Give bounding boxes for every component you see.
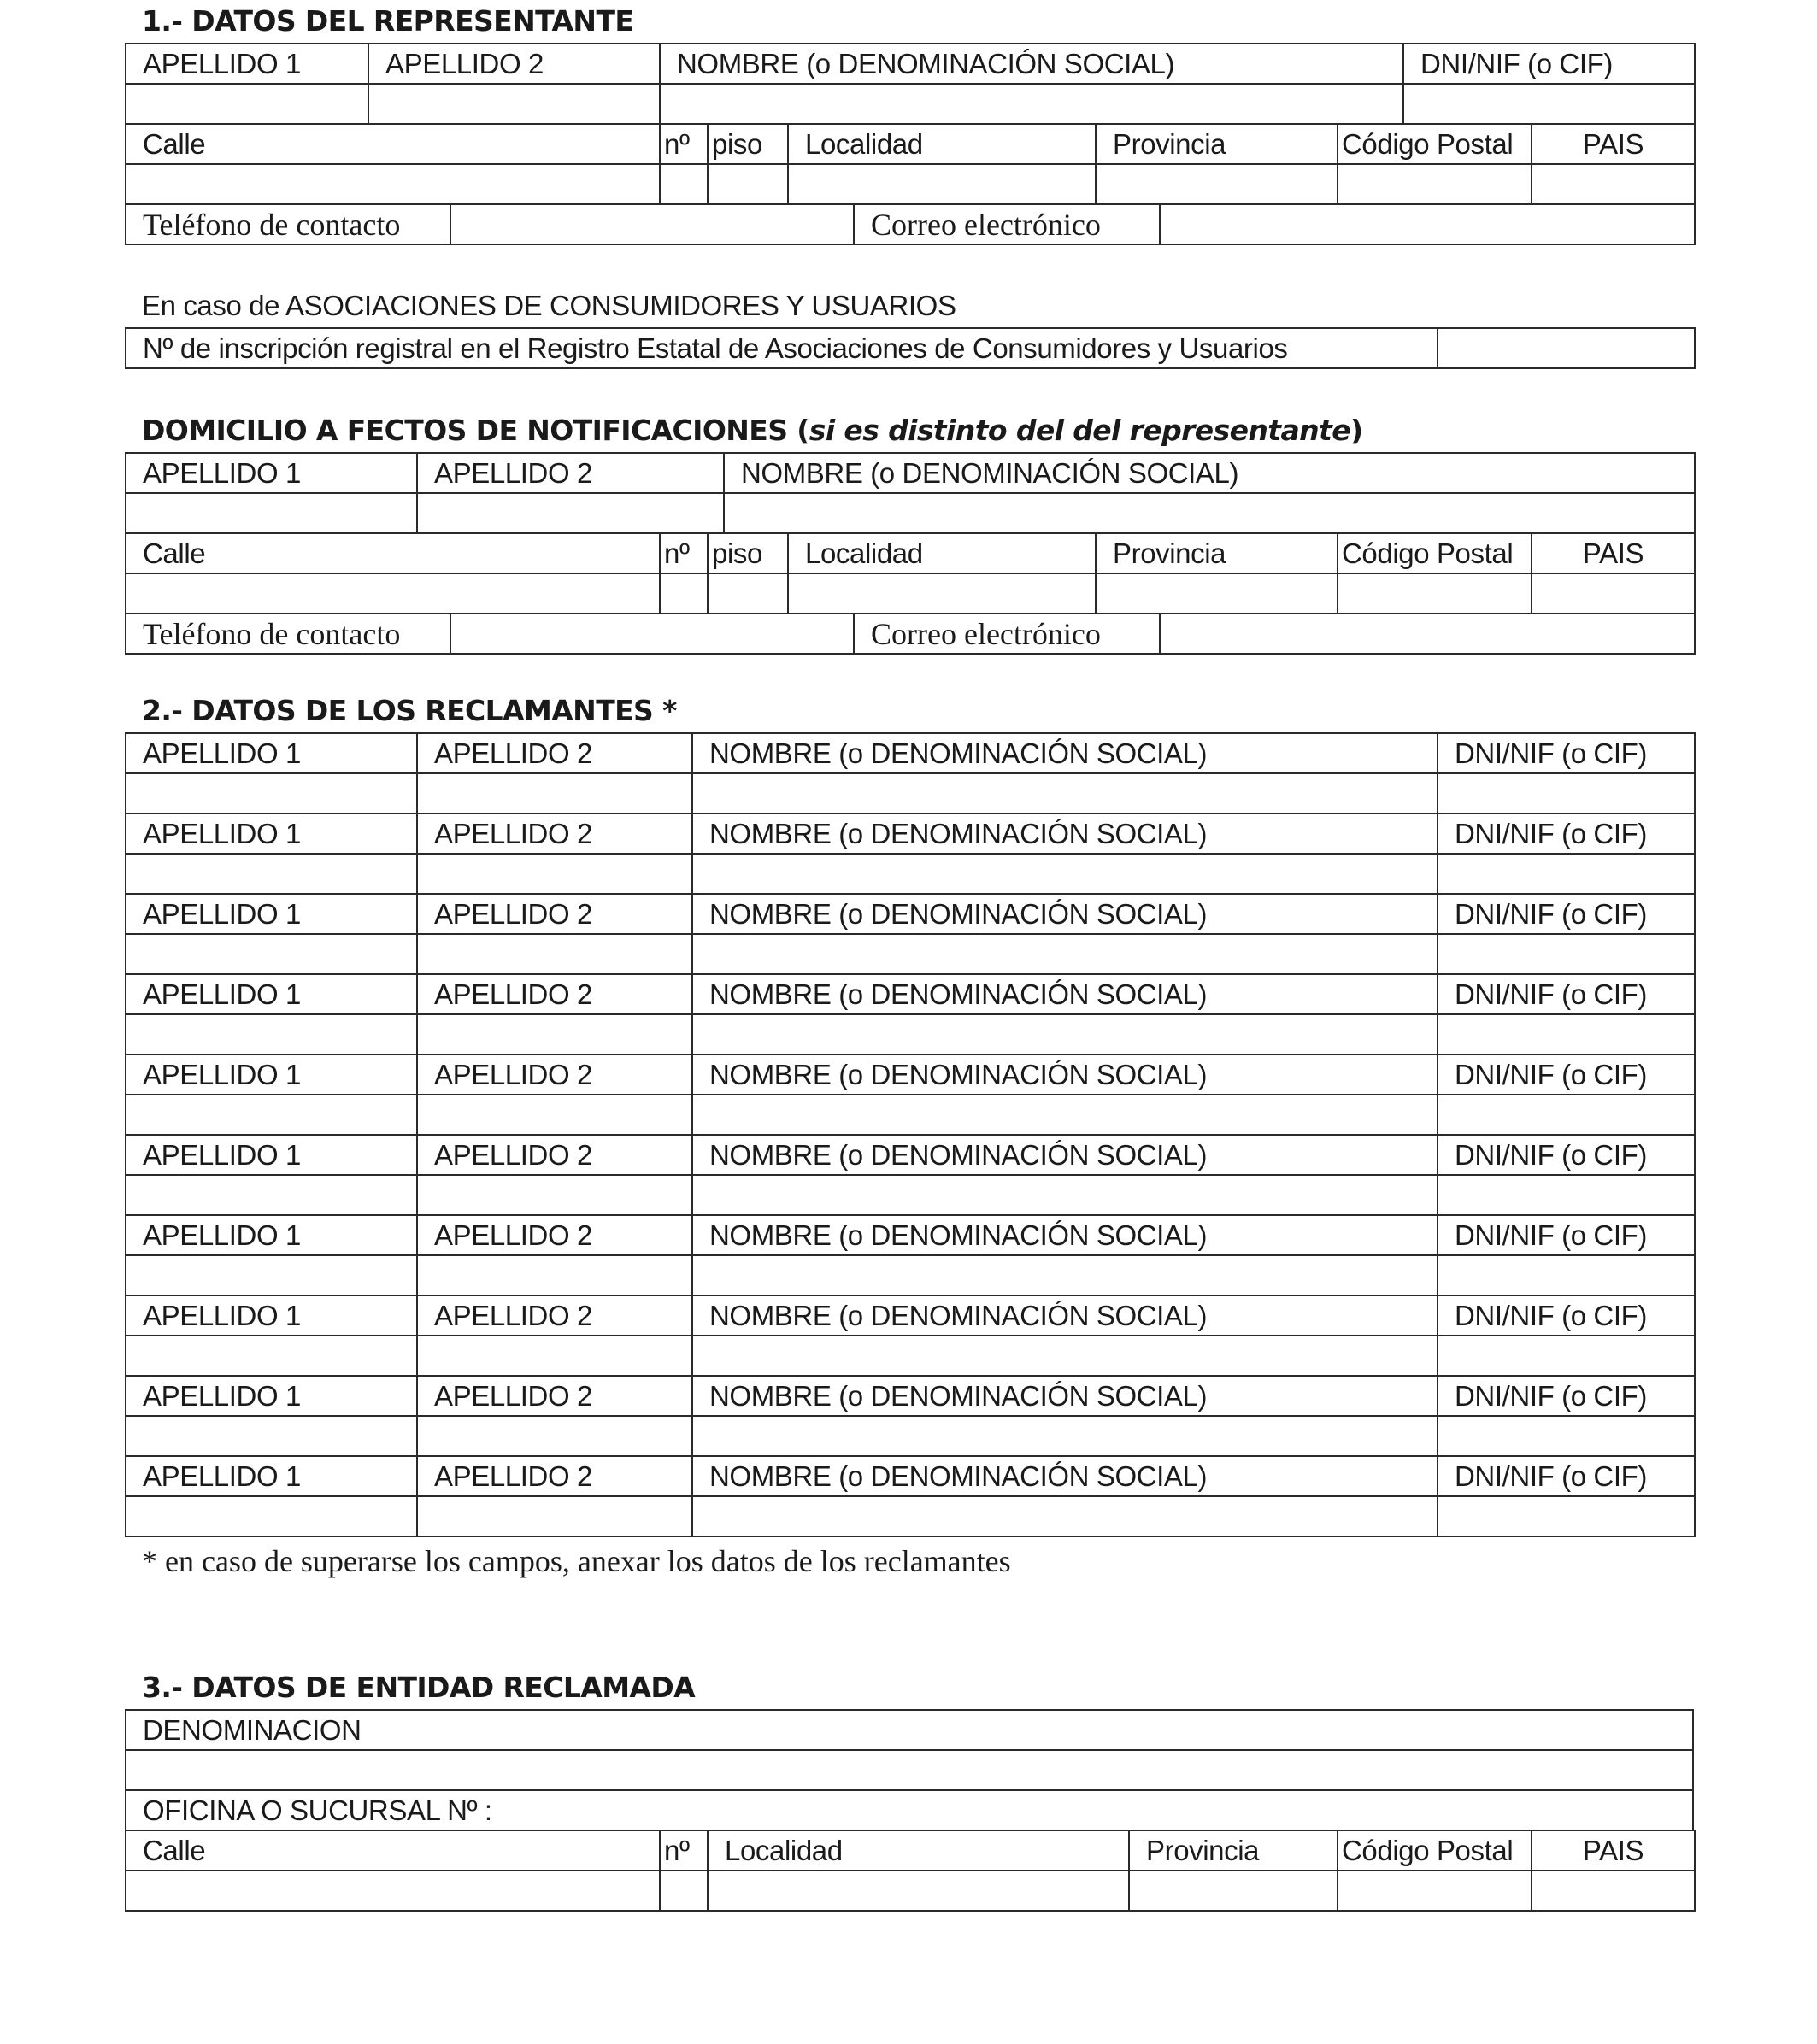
claimant-surname2-field[interactable] bbox=[417, 1416, 692, 1456]
claimant-surname1-field[interactable] bbox=[126, 1014, 417, 1054]
surname1-label: APELLIDO 1 bbox=[126, 453, 417, 493]
claimant-name-label: NOMBRE (o DENOMINACIÓN SOCIAL) bbox=[692, 894, 1438, 934]
id-label: DNI/NIF (o CIF) bbox=[1403, 44, 1695, 84]
street-field[interactable] bbox=[126, 164, 660, 204]
claimant-name-label: NOMBRE (o DENOMINACIÓN SOCIAL) bbox=[692, 1295, 1438, 1336]
surname1-field[interactable] bbox=[126, 84, 368, 124]
input-row bbox=[126, 164, 1695, 204]
locality-field[interactable] bbox=[788, 573, 1096, 614]
claimant-surname1-label: APELLIDO 1 bbox=[126, 813, 417, 854]
input-row bbox=[126, 84, 1695, 124]
number-label: nº bbox=[660, 124, 708, 164]
complaint-form bbox=[125, 0, 1694, 1912]
number-field[interactable] bbox=[660, 573, 708, 614]
floor-label: piso bbox=[708, 124, 788, 164]
locality-label: Localidad bbox=[708, 1830, 1129, 1871]
table-header-row bbox=[126, 124, 1695, 164]
input-row bbox=[126, 1871, 1695, 1911]
claimant-id-label: DNI/NIF (o CIF) bbox=[1438, 733, 1695, 773]
claimant-surname2-label: APELLIDO 2 bbox=[417, 1376, 692, 1416]
surname1-field[interactable] bbox=[126, 493, 417, 533]
entity-table bbox=[125, 1709, 1694, 1831]
claimant-name-label: NOMBRE (o DENOMINACIÓN SOCIAL) bbox=[692, 813, 1438, 854]
claimant-surname2-field[interactable] bbox=[417, 854, 692, 894]
number-field[interactable] bbox=[660, 164, 708, 204]
street-label: Calle bbox=[126, 124, 660, 164]
claimant-header-row bbox=[126, 894, 1695, 934]
street-field[interactable] bbox=[126, 573, 660, 614]
country-field[interactable] bbox=[1532, 573, 1695, 614]
number-field[interactable] bbox=[660, 1871, 708, 1911]
claimant-input-row bbox=[126, 934, 1695, 974]
claimant-surname2-field[interactable] bbox=[417, 1255, 692, 1295]
claimant-surname2-field[interactable] bbox=[417, 773, 692, 813]
notifications-name-table bbox=[125, 452, 1696, 534]
phone-label: Teléfono de contacto bbox=[126, 614, 450, 654]
claimant-surname1-field[interactable] bbox=[126, 1496, 417, 1536]
locality-field[interactable] bbox=[708, 1871, 1129, 1911]
claimant-surname1-field[interactable] bbox=[126, 1095, 417, 1135]
claimant-surname1-field[interactable] bbox=[126, 934, 417, 974]
surname2-field[interactable] bbox=[368, 84, 660, 124]
claimant-surname2-field[interactable] bbox=[417, 1095, 692, 1135]
postal-code-label: Código Postal bbox=[1338, 1830, 1532, 1871]
claimant-surname2-label: APELLIDO 2 bbox=[417, 733, 692, 773]
claimant-surname1-label: APELLIDO 1 bbox=[126, 733, 417, 773]
claimant-surname1-label: APELLIDO 1 bbox=[126, 1054, 417, 1095]
claimant-input-row bbox=[126, 1336, 1695, 1376]
claimant-surname1-label: APELLIDO 1 bbox=[126, 1456, 417, 1496]
province-label: Provincia bbox=[1096, 124, 1338, 164]
number-label: nº bbox=[660, 1830, 708, 1871]
claimant-name-label: NOMBRE (o DENOMINACIÓN SOCIAL) bbox=[692, 974, 1438, 1014]
surname2-label: APELLIDO 2 bbox=[368, 44, 660, 84]
id-field[interactable] bbox=[1403, 84, 1695, 124]
entity-address-table bbox=[125, 1830, 1696, 1912]
surname1-label: APELLIDO 1 bbox=[126, 44, 368, 84]
claimants-footnote: * en caso de superarse los campos, anexar los datos de los reclamantes bbox=[142, 1544, 1011, 1578]
claimant-surname2-field[interactable] bbox=[417, 1336, 692, 1376]
registry-field[interactable] bbox=[1438, 328, 1695, 368]
email-label: Correo electrónico bbox=[854, 204, 1160, 244]
claimant-name-field[interactable] bbox=[692, 1255, 1438, 1295]
province-field[interactable] bbox=[1096, 573, 1338, 614]
claimant-header-row bbox=[126, 1456, 1695, 1496]
office-row bbox=[126, 1790, 1693, 1830]
input-row bbox=[126, 1750, 1693, 1790]
claimant-input-row bbox=[126, 1014, 1695, 1054]
postal-code-label: Código Postal bbox=[1338, 533, 1532, 573]
notifications-contact-table bbox=[125, 613, 1696, 655]
claimant-surname2-field[interactable] bbox=[417, 1496, 692, 1536]
claimant-name-label: NOMBRE (o DENOMINACIÓN SOCIAL) bbox=[692, 1215, 1438, 1255]
name-label: NOMBRE (o DENOMINACIÓN SOCIAL) bbox=[660, 44, 1403, 84]
claimant-surname1-field[interactable] bbox=[126, 1175, 417, 1215]
floor-field[interactable] bbox=[708, 164, 788, 204]
claimant-surname2-label: APELLIDO 2 bbox=[417, 1295, 692, 1336]
denomination-row bbox=[126, 1710, 1693, 1750]
floor-label: piso bbox=[708, 533, 788, 573]
claimant-surname1-field[interactable] bbox=[126, 854, 417, 894]
province-field[interactable] bbox=[1096, 164, 1338, 204]
claimant-id-label: DNI/NIF (o CIF) bbox=[1438, 1295, 1695, 1336]
claimant-surname1-label: APELLIDO 1 bbox=[126, 1376, 417, 1416]
denomination-field[interactable] bbox=[126, 1750, 1693, 1790]
claimant-header-row bbox=[126, 1215, 1695, 1255]
claimant-surname1-label: APELLIDO 1 bbox=[126, 894, 417, 934]
phone-label: Teléfono de contacto bbox=[126, 204, 450, 244]
claimant-name-field[interactable] bbox=[692, 1014, 1438, 1054]
claimant-id-label: DNI/NIF (o CIF) bbox=[1438, 894, 1695, 934]
floor-field[interactable] bbox=[708, 573, 788, 614]
claimants-table bbox=[125, 732, 1696, 1537]
claimant-id-label: DNI/NIF (o CIF) bbox=[1438, 1135, 1695, 1175]
notifications-address-table bbox=[125, 532, 1696, 614]
claimant-name-field[interactable] bbox=[692, 1496, 1438, 1536]
claimant-surname1-field[interactable] bbox=[126, 1255, 417, 1295]
street-label: Calle bbox=[126, 1830, 660, 1871]
table-header-row bbox=[126, 453, 1695, 493]
locality-label: Localidad bbox=[788, 533, 1096, 573]
claimant-id-field[interactable] bbox=[1438, 934, 1695, 974]
surname2-field[interactable] bbox=[417, 493, 724, 533]
claimant-id-field[interactable] bbox=[1438, 1175, 1695, 1215]
table-header-row bbox=[126, 1830, 1695, 1871]
registry-label: Nº de inscripción registral en el Registro Estatal de Asociaciones de Consumidores y Usuarios bbox=[126, 328, 1438, 368]
claimant-surname2-label: APELLIDO 2 bbox=[417, 1135, 692, 1175]
number-label: nº bbox=[660, 533, 708, 573]
claimant-header-row bbox=[126, 1295, 1695, 1336]
claimant-input-row bbox=[126, 1496, 1695, 1536]
section3-title: 3.- DATOS DE ENTIDAD RECLAMADA bbox=[142, 1671, 696, 1704]
representative-address-table bbox=[125, 123, 1696, 205]
claimant-id-field[interactable] bbox=[1438, 1336, 1695, 1376]
claimant-id-field[interactable] bbox=[1438, 1496, 1695, 1536]
section1-title: 1.- DATOS DEL REPRESENTANTE bbox=[142, 4, 634, 38]
claimant-header-row bbox=[126, 1054, 1695, 1095]
postal-code-label: Código Postal bbox=[1338, 124, 1532, 164]
phone-field[interactable] bbox=[450, 204, 854, 244]
claimant-name-field[interactable] bbox=[692, 1336, 1438, 1376]
claimant-name-field[interactable] bbox=[692, 854, 1438, 894]
claimant-header-row bbox=[126, 733, 1695, 773]
province-field[interactable] bbox=[1129, 1871, 1338, 1911]
claimant-surname1-label: APELLIDO 1 bbox=[126, 974, 417, 1014]
locality-field[interactable] bbox=[788, 164, 1096, 204]
notifications-title: DOMICILIO A FECTOS DE NOTIFICACIONES (si es distinto del del representante) bbox=[142, 414, 1363, 447]
postal-code-field[interactable] bbox=[1338, 1871, 1532, 1911]
representative-contact-table bbox=[125, 203, 1696, 245]
claimant-name-label: NOMBRE (o DENOMINACIÓN SOCIAL) bbox=[692, 1456, 1438, 1496]
country-field[interactable] bbox=[1532, 1871, 1695, 1911]
country-field[interactable] bbox=[1532, 164, 1695, 204]
claimant-id-label: DNI/NIF (o CIF) bbox=[1438, 1456, 1695, 1496]
registry-row bbox=[126, 328, 1695, 368]
claimant-id-label: DNI/NIF (o CIF) bbox=[1438, 974, 1695, 1014]
claimant-input-row bbox=[126, 1416, 1695, 1456]
claimant-id-field[interactable] bbox=[1438, 773, 1695, 813]
claimant-surname1-field[interactable] bbox=[126, 1336, 417, 1376]
claimant-surname2-label: APELLIDO 2 bbox=[417, 1054, 692, 1095]
associations-table bbox=[125, 327, 1696, 369]
claimant-name-label: NOMBRE (o DENOMINACIÓN SOCIAL) bbox=[692, 733, 1438, 773]
street-label: Calle bbox=[126, 533, 660, 573]
email-field[interactable] bbox=[1160, 614, 1695, 654]
claimant-input-row bbox=[126, 1095, 1695, 1135]
claimant-header-row bbox=[126, 813, 1695, 854]
claimant-id-label: DNI/NIF (o CIF) bbox=[1438, 1376, 1695, 1416]
claimant-surname2-label: APELLIDO 2 bbox=[417, 974, 692, 1014]
province-label: Provincia bbox=[1129, 1830, 1338, 1871]
claimant-id-field[interactable] bbox=[1438, 1095, 1695, 1135]
contact-row bbox=[126, 614, 1695, 654]
claimant-input-row bbox=[126, 854, 1695, 894]
name-label: NOMBRE (o DENOMINACIÓN SOCIAL) bbox=[724, 453, 1695, 493]
claimant-surname1-label: APELLIDO 1 bbox=[126, 1295, 417, 1336]
claimant-id-field[interactable] bbox=[1438, 1416, 1695, 1456]
surname2-label: APELLIDO 2 bbox=[417, 453, 724, 493]
claimant-surname2-label: APELLIDO 2 bbox=[417, 1456, 692, 1496]
table-header-row bbox=[126, 44, 1695, 84]
claimant-id-field[interactable] bbox=[1438, 1255, 1695, 1295]
claimant-surname2-field[interactable] bbox=[417, 1175, 692, 1215]
claimant-id-label: DNI/NIF (o CIF) bbox=[1438, 1215, 1695, 1255]
email-field[interactable] bbox=[1160, 204, 1695, 244]
email-label: Correo electrónico bbox=[854, 614, 1160, 654]
claimant-surname1-label: APELLIDO 1 bbox=[126, 1135, 417, 1175]
claimant-surname1-label: APELLIDO 1 bbox=[126, 1215, 417, 1255]
claimant-name-field[interactable] bbox=[692, 1175, 1438, 1215]
claimant-surname1-field[interactable] bbox=[126, 1416, 417, 1456]
claimant-surname1-field[interactable] bbox=[126, 773, 417, 813]
name-field[interactable] bbox=[660, 84, 1403, 124]
country-label: PAIS bbox=[1532, 1830, 1695, 1871]
contact-row bbox=[126, 204, 1695, 244]
claimant-id-label: DNI/NIF (o CIF) bbox=[1438, 813, 1695, 854]
claimant-name-label: NOMBRE (o DENOMINACIÓN SOCIAL) bbox=[692, 1054, 1438, 1095]
claimant-name-field[interactable] bbox=[692, 1416, 1438, 1456]
section2-title: 2.- DATOS DE LOS RECLAMANTES * bbox=[142, 694, 677, 727]
claimant-input-row bbox=[126, 1255, 1695, 1295]
denomination-label: DENOMINACION bbox=[126, 1710, 1693, 1750]
postal-code-field[interactable] bbox=[1338, 164, 1532, 204]
claimant-header-row bbox=[126, 1376, 1695, 1416]
claimant-surname2-label: APELLIDO 2 bbox=[417, 813, 692, 854]
claimant-header-row bbox=[126, 974, 1695, 1014]
street-field[interactable] bbox=[126, 1871, 660, 1911]
claimant-name-field[interactable] bbox=[692, 934, 1438, 974]
claimant-id-label: DNI/NIF (o CIF) bbox=[1438, 1054, 1695, 1095]
claimant-id-field[interactable] bbox=[1438, 854, 1695, 894]
claimant-surname2-label: APELLIDO 2 bbox=[417, 894, 692, 934]
claimant-name-field[interactable] bbox=[692, 773, 1438, 813]
locality-label: Localidad bbox=[788, 124, 1096, 164]
claimant-name-label: NOMBRE (o DENOMINACIÓN SOCIAL) bbox=[692, 1376, 1438, 1416]
claimant-header-row bbox=[126, 1135, 1695, 1175]
country-label: PAIS bbox=[1532, 124, 1695, 164]
claimant-id-field[interactable] bbox=[1438, 1014, 1695, 1054]
claimant-surname2-field[interactable] bbox=[417, 934, 692, 974]
claimant-surname2-field[interactable] bbox=[417, 1014, 692, 1054]
claimant-name-field[interactable] bbox=[692, 1095, 1438, 1135]
representative-name-table bbox=[125, 43, 1696, 125]
postal-code-field[interactable] bbox=[1338, 573, 1532, 614]
claimant-input-row bbox=[126, 773, 1695, 813]
claimant-name-label: NOMBRE (o DENOMINACIÓN SOCIAL) bbox=[692, 1135, 1438, 1175]
office-label: OFICINA O SUCURSAL Nº : bbox=[126, 1790, 1693, 1830]
table-header-row bbox=[126, 533, 1695, 573]
province-label: Provincia bbox=[1096, 533, 1338, 573]
claimant-input-row bbox=[126, 1175, 1695, 1215]
phone-field[interactable] bbox=[450, 614, 854, 654]
claimant-surname2-label: APELLIDO 2 bbox=[417, 1215, 692, 1255]
input-row bbox=[126, 573, 1695, 614]
name-field[interactable] bbox=[724, 493, 1695, 533]
input-row bbox=[126, 493, 1695, 533]
country-label: PAIS bbox=[1532, 533, 1695, 573]
associations-intro: En caso de ASOCIACIONES DE CONSUMIDORES Y USUARIOS bbox=[142, 290, 956, 321]
